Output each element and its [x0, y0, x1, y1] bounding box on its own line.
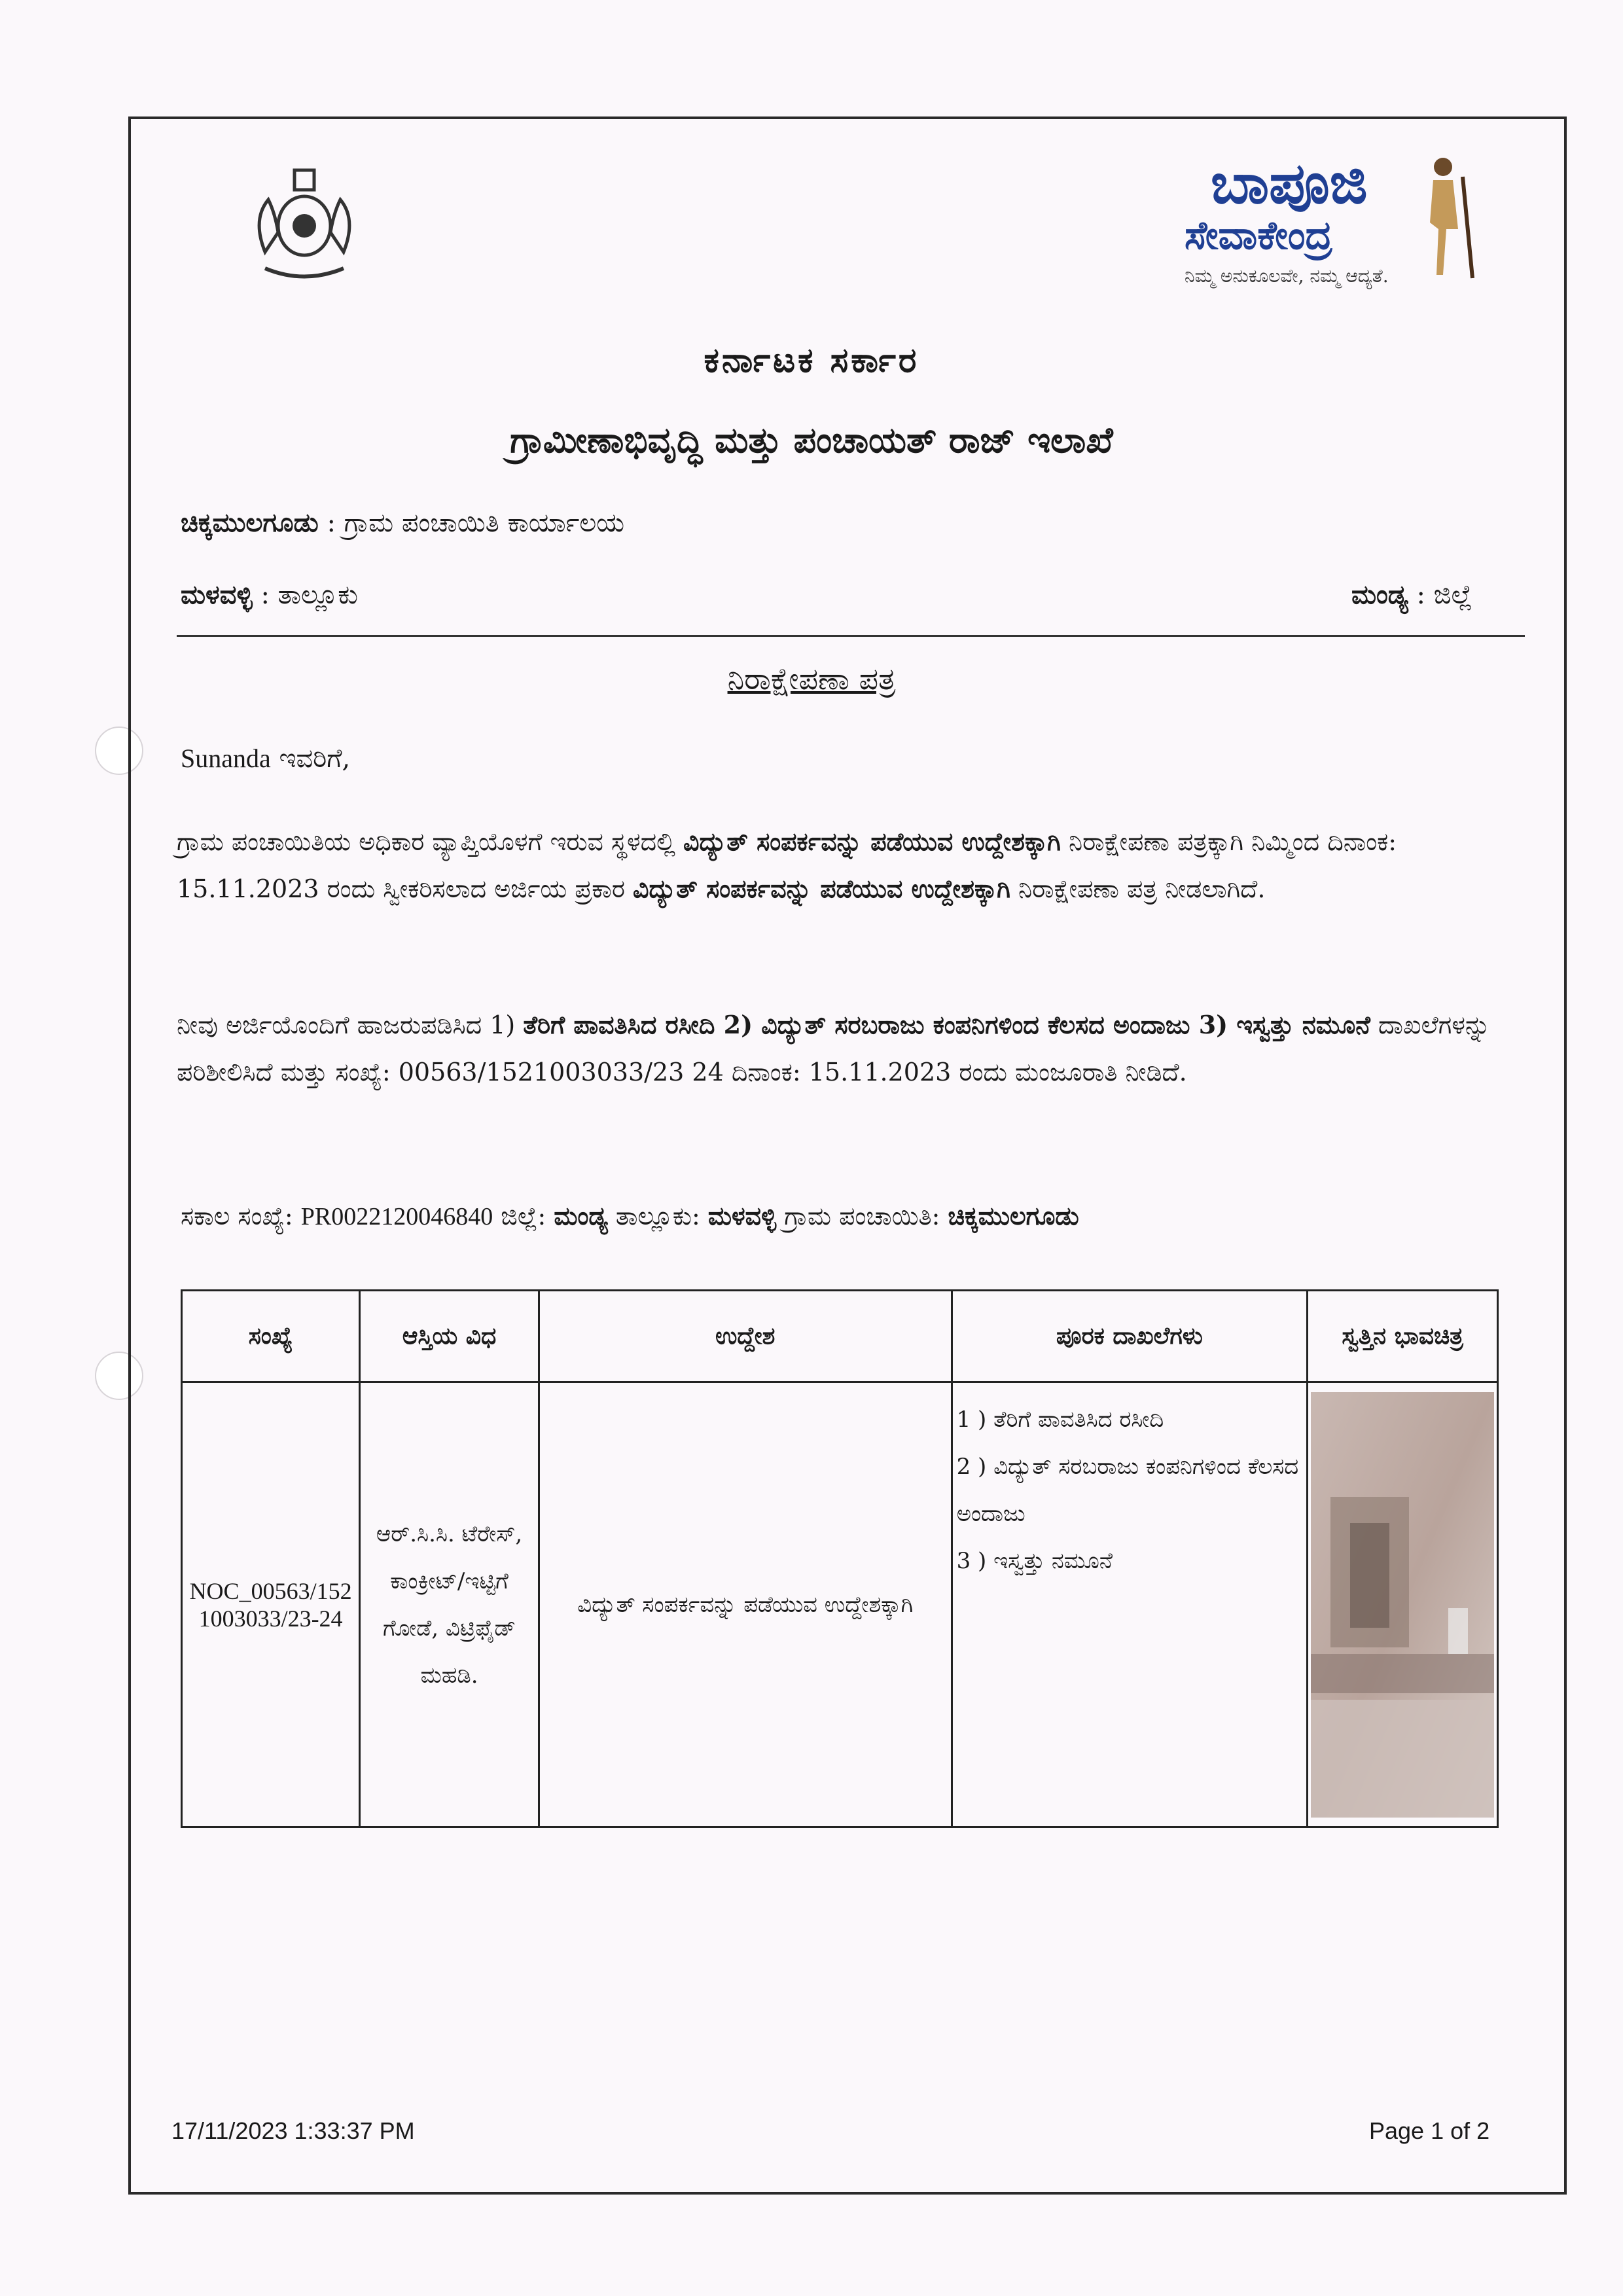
col-purpose-header: ಉದ್ದೇಶ [539, 1291, 952, 1382]
doc-item: 1 ) ತೆರಿಗೆ ಪಾವತಿಸಿದ ರಸೀದಿ [956, 1407, 1164, 1433]
bapuji-seva-kendra-logo [1171, 151, 1486, 301]
print-timestamp: 17/11/2023 1:33:37 PM [171, 2117, 415, 2144]
table-header-row [182, 1291, 1498, 1382]
logo-subtitle: ಸೇವಾಕೇಂದ್ರ [1185, 213, 1332, 259]
addressee-line [181, 743, 350, 774]
paragraph-2 [177, 1001, 1525, 1096]
document-title: ನಿರಾಕ್ಷೇಪಣಾ ಪತ್ರ [727, 661, 896, 696]
para1-purpose-2: ವಿದ್ಯುತ್ ಸಂಪರ್ಕವನ್ನು ಪಡೆಯುವ ಉದ್ದೇಶಕ್ಕಾಗಿ [633, 874, 1010, 903]
para1-text-a: ಗ್ರಾಮ ಪಂಚಾಯಿತಿಯ ಅಧಿಕಾರ ವ್ಯಾಪ್ತಿಯೊಳಗೆ ಇರುವ ಸ್ಥಳದಲ್ಲಿ [177, 827, 683, 856]
government-heading: ಕರ್ನಾಟಕ ಸರ್ಕಾರ [704, 340, 919, 380]
supporting-documents [952, 1382, 1308, 1827]
paragraph-1 [177, 818, 1525, 912]
para2-text-a: ನೀವು ಅರ್ಜಿಯೊಂದಿಗೆ ಹಾಜರುಪಡಿಸಿದ 1) [177, 1011, 524, 1039]
header-divider [177, 635, 1525, 637]
para2-text-c: ದಾಖಲೆಗಳನ್ನು ಪರಿಶೀಲಿಸಿದೆ ಮತ್ತು ಸಂಖ್ಯೆ: 00563/1521003033/23 24 ದಿನಾಂಕ: 15.11.2023 ರಂದು ಮಂಜೂರಾತಿ ನೀಡಿದೆ. [177, 1011, 1491, 1086]
district-line [1351, 579, 1472, 610]
sakala-district: ಮಂಡ್ಯ [554, 1201, 608, 1230]
logo-title: ಬಾಪೂಜಿ [1211, 151, 1368, 217]
sakala-label: ಸಕಾಲ ಸಂಖ್ಯೆ: [181, 1202, 301, 1230]
purpose: ವಿದ್ಯುತ್ ಸಂಪರ್ಕವನ್ನು ಪಡೆಯುವ ಉದ್ದೇಶಕ್ಕಾಗಿ [539, 1382, 952, 1827]
para1-text-c: ನಿರಾಕ್ಷೇಪಣಾ ಪತ್ರಕ್ಕಾಗಿ ನಿಮ್ಮಿಂದ ದಿನಾಂಕ: 15.11.2023 ರಂದು ಸ್ವೀಕರಿಸಲಾದ ಅರ್ಜಿಯ ಪ್ರಕಾರ [177, 827, 1397, 903]
doc-item: 3 ) ಇಸ್ವತ್ತು ನಮೂನೆ [956, 1548, 1113, 1574]
para1-text-e: ನಿರಾಕ್ಷೇಪಣಾ ಪತ್ರ ನೀಡಲಾಗಿದೆ. [1010, 874, 1266, 903]
col-documents-header: ಪೂರಕ ದಾಖಲೆಗಳು [952, 1291, 1308, 1382]
logo-tagline: ನಿಮ್ಮ ಅನುಕೂಲವೇ, ನಮ್ಮ ಆದ್ಯತೆ. [1185, 265, 1389, 287]
col-property-header: ಆಸ್ತಿಯ ವಿಧ [360, 1291, 539, 1382]
taluk-name: ಮಳವಳ್ಳಿ [181, 579, 253, 610]
property-type: ಆರ್.ಸಿ.ಸಿ. ಟೆರೇಸ್, ಕಾಂಕ್ರೀಟ್/ಇಟ್ಟಿಗೆ ಗೋಡೆ, ವಿಟ್ರಿಫೈಡ್ ಮಹಡಿ. [360, 1382, 539, 1827]
sakala-gp: ಚಿಕ್ಕಮುಲಗೂಡು [948, 1201, 1079, 1230]
page-number: Page 1 of 2 [1369, 2117, 1490, 2144]
district-name: ಮಂಡ್ಯ [1351, 579, 1408, 610]
karnataka-emblem-icon [239, 154, 370, 285]
sakala-taluk: ಮಳವಳ್ಳಿ [707, 1201, 777, 1230]
noc-number: NOC_00563/1521003033/23-24 [182, 1382, 360, 1827]
addressee-name: Sunanda [181, 744, 271, 773]
col-number-header: ಸಂಖ್ಯೆ [182, 1291, 360, 1382]
addressee-suffix: ಇವರಿಗೆ, [270, 744, 351, 774]
panchayat-name: ಚಿಕ್ಕಮುಲಗೂಡು [181, 507, 319, 538]
sakala-number: PR0022120046840 [300, 1203, 493, 1230]
sakala-district-label: ಜಿಲ್ಲೆ: [493, 1202, 554, 1230]
taluk-line [181, 579, 358, 610]
sakala-taluk-label: ತಾಲ್ಲೂಕು: [607, 1202, 708, 1230]
sakala-gp-label: ಗ್ರಾಮ ಪಂಚಾಯಿತಿ: [776, 1202, 948, 1230]
col-photo-header: ಸ್ವತ್ತಿನ ಭಾವಚಿತ್ರ [1308, 1291, 1498, 1382]
gandhi-figure-icon [1407, 151, 1486, 281]
panchayat-label: : ಗ್ರಾಮ ಪಂಚಾಯಿತಿ ಕಾರ್ಯಾಲಯ [318, 508, 625, 538]
noc-table [181, 1289, 1499, 1828]
doc-item: 2 ) ವಿದ್ಯುತ್ ಸರಬರಾಜು ಕಂಪನಿಗಳಿಂದ ಕೆಲಸದ ಅಂದಾಜು [956, 1454, 1299, 1527]
para2-documents: ತೆರಿಗೆ ಪಾವತಿಸಿದ ರಸೀದಿ 2) ವಿದ್ಯುತ್ ಸರಬರಾಜು ಕಂಪನಿಗಳಿಂದ ಕೆಲಸದ ಅಂದಾಜು 3) ಇಸ್ವತ್ತು ನಮೂನೆ [523, 1010, 1370, 1039]
table-row [182, 1382, 1498, 1827]
sakala-line [181, 1201, 1079, 1231]
taluk-label: : ತಾಲ್ಲೂಕು [252, 580, 358, 610]
panchayat-line [181, 507, 624, 538]
property-photo [1311, 1392, 1494, 1818]
department-heading: ಗ್ರಾಮೀಣಾಭಿವೃದ್ಧಿ ಮತ್ತು ಪಂಚಾಯತ್ ರಾಜ್ ಇಲಾಖೆ [510, 419, 1113, 461]
property-photo-cell [1308, 1382, 1498, 1827]
district-label: : ಜಿಲ್ಲೆ [1408, 580, 1472, 610]
para1-purpose-1: ವಿದ್ಯುತ್ ಸಂಪರ್ಕವನ್ನು ಪಡೆಯುವ ಉದ್ದೇಶಕ್ಕಾಗಿ [683, 827, 1061, 856]
